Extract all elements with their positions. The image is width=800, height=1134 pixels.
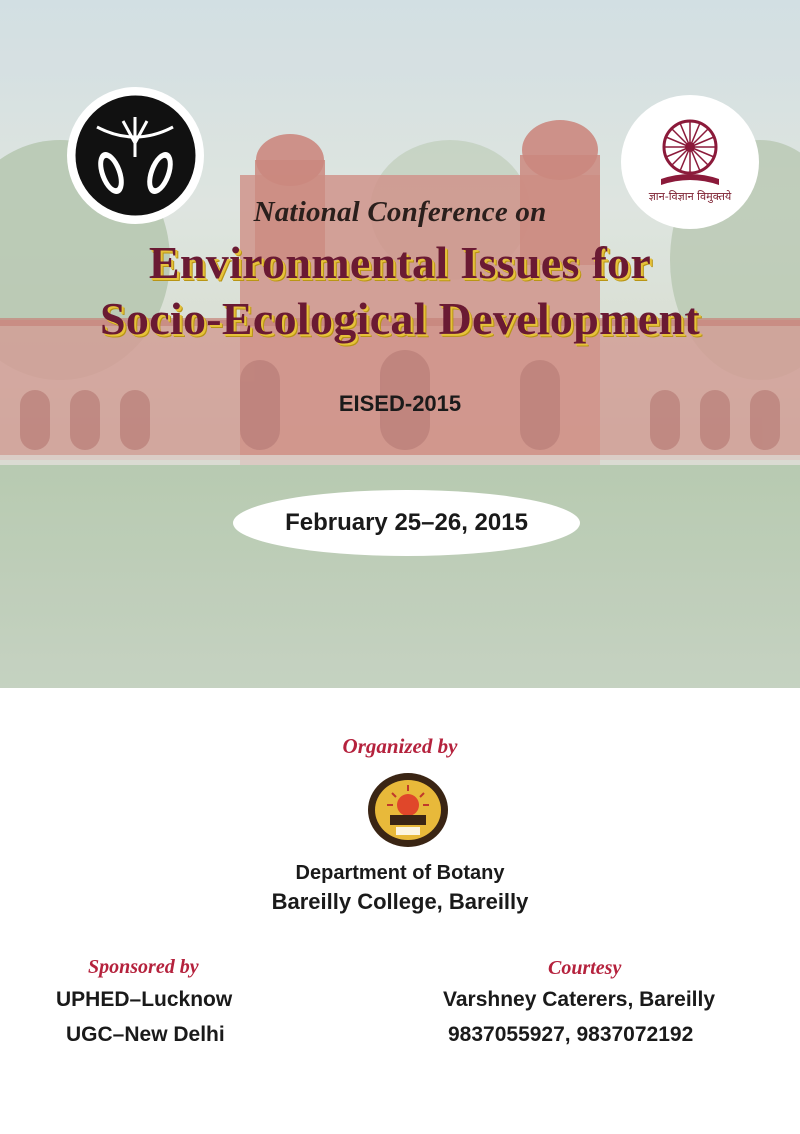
conference-acronym: EISED-2015 bbox=[338, 391, 462, 416]
courtesy-name: Varshney Caterers, Bareilly bbox=[443, 988, 715, 1011]
sponsor-item: UGC–New Delhi bbox=[66, 1023, 225, 1046]
college-seal-icon bbox=[365, 771, 451, 849]
department-name: Department of Botany bbox=[295, 862, 505, 884]
conference-subtitle: National Conference on bbox=[253, 196, 547, 228]
ugc-motto: ज्ञान-विज्ञान विमुक्तये bbox=[648, 190, 732, 203]
college-name: Bareilly College, Bareilly bbox=[271, 889, 529, 914]
conference-title-line1: Environmental Issues for bbox=[148, 237, 652, 288]
conference-dates-badge bbox=[233, 490, 580, 556]
courtesy-label: Courtesy bbox=[548, 957, 622, 979]
courtesy-phones: 9837055927, 9837072192 bbox=[448, 1023, 694, 1046]
bareilly-college-emblem bbox=[365, 771, 451, 849]
organized-by-label: Organized by bbox=[342, 734, 458, 758]
conference-dates: February 25–26, 2015 bbox=[285, 509, 528, 536]
sponsor-item: UPHED–Lucknow bbox=[56, 988, 233, 1011]
sponsored-by-label: Sponsored by bbox=[88, 956, 199, 978]
conference-title-line2: Socio-Ecological Development bbox=[100, 293, 700, 344]
